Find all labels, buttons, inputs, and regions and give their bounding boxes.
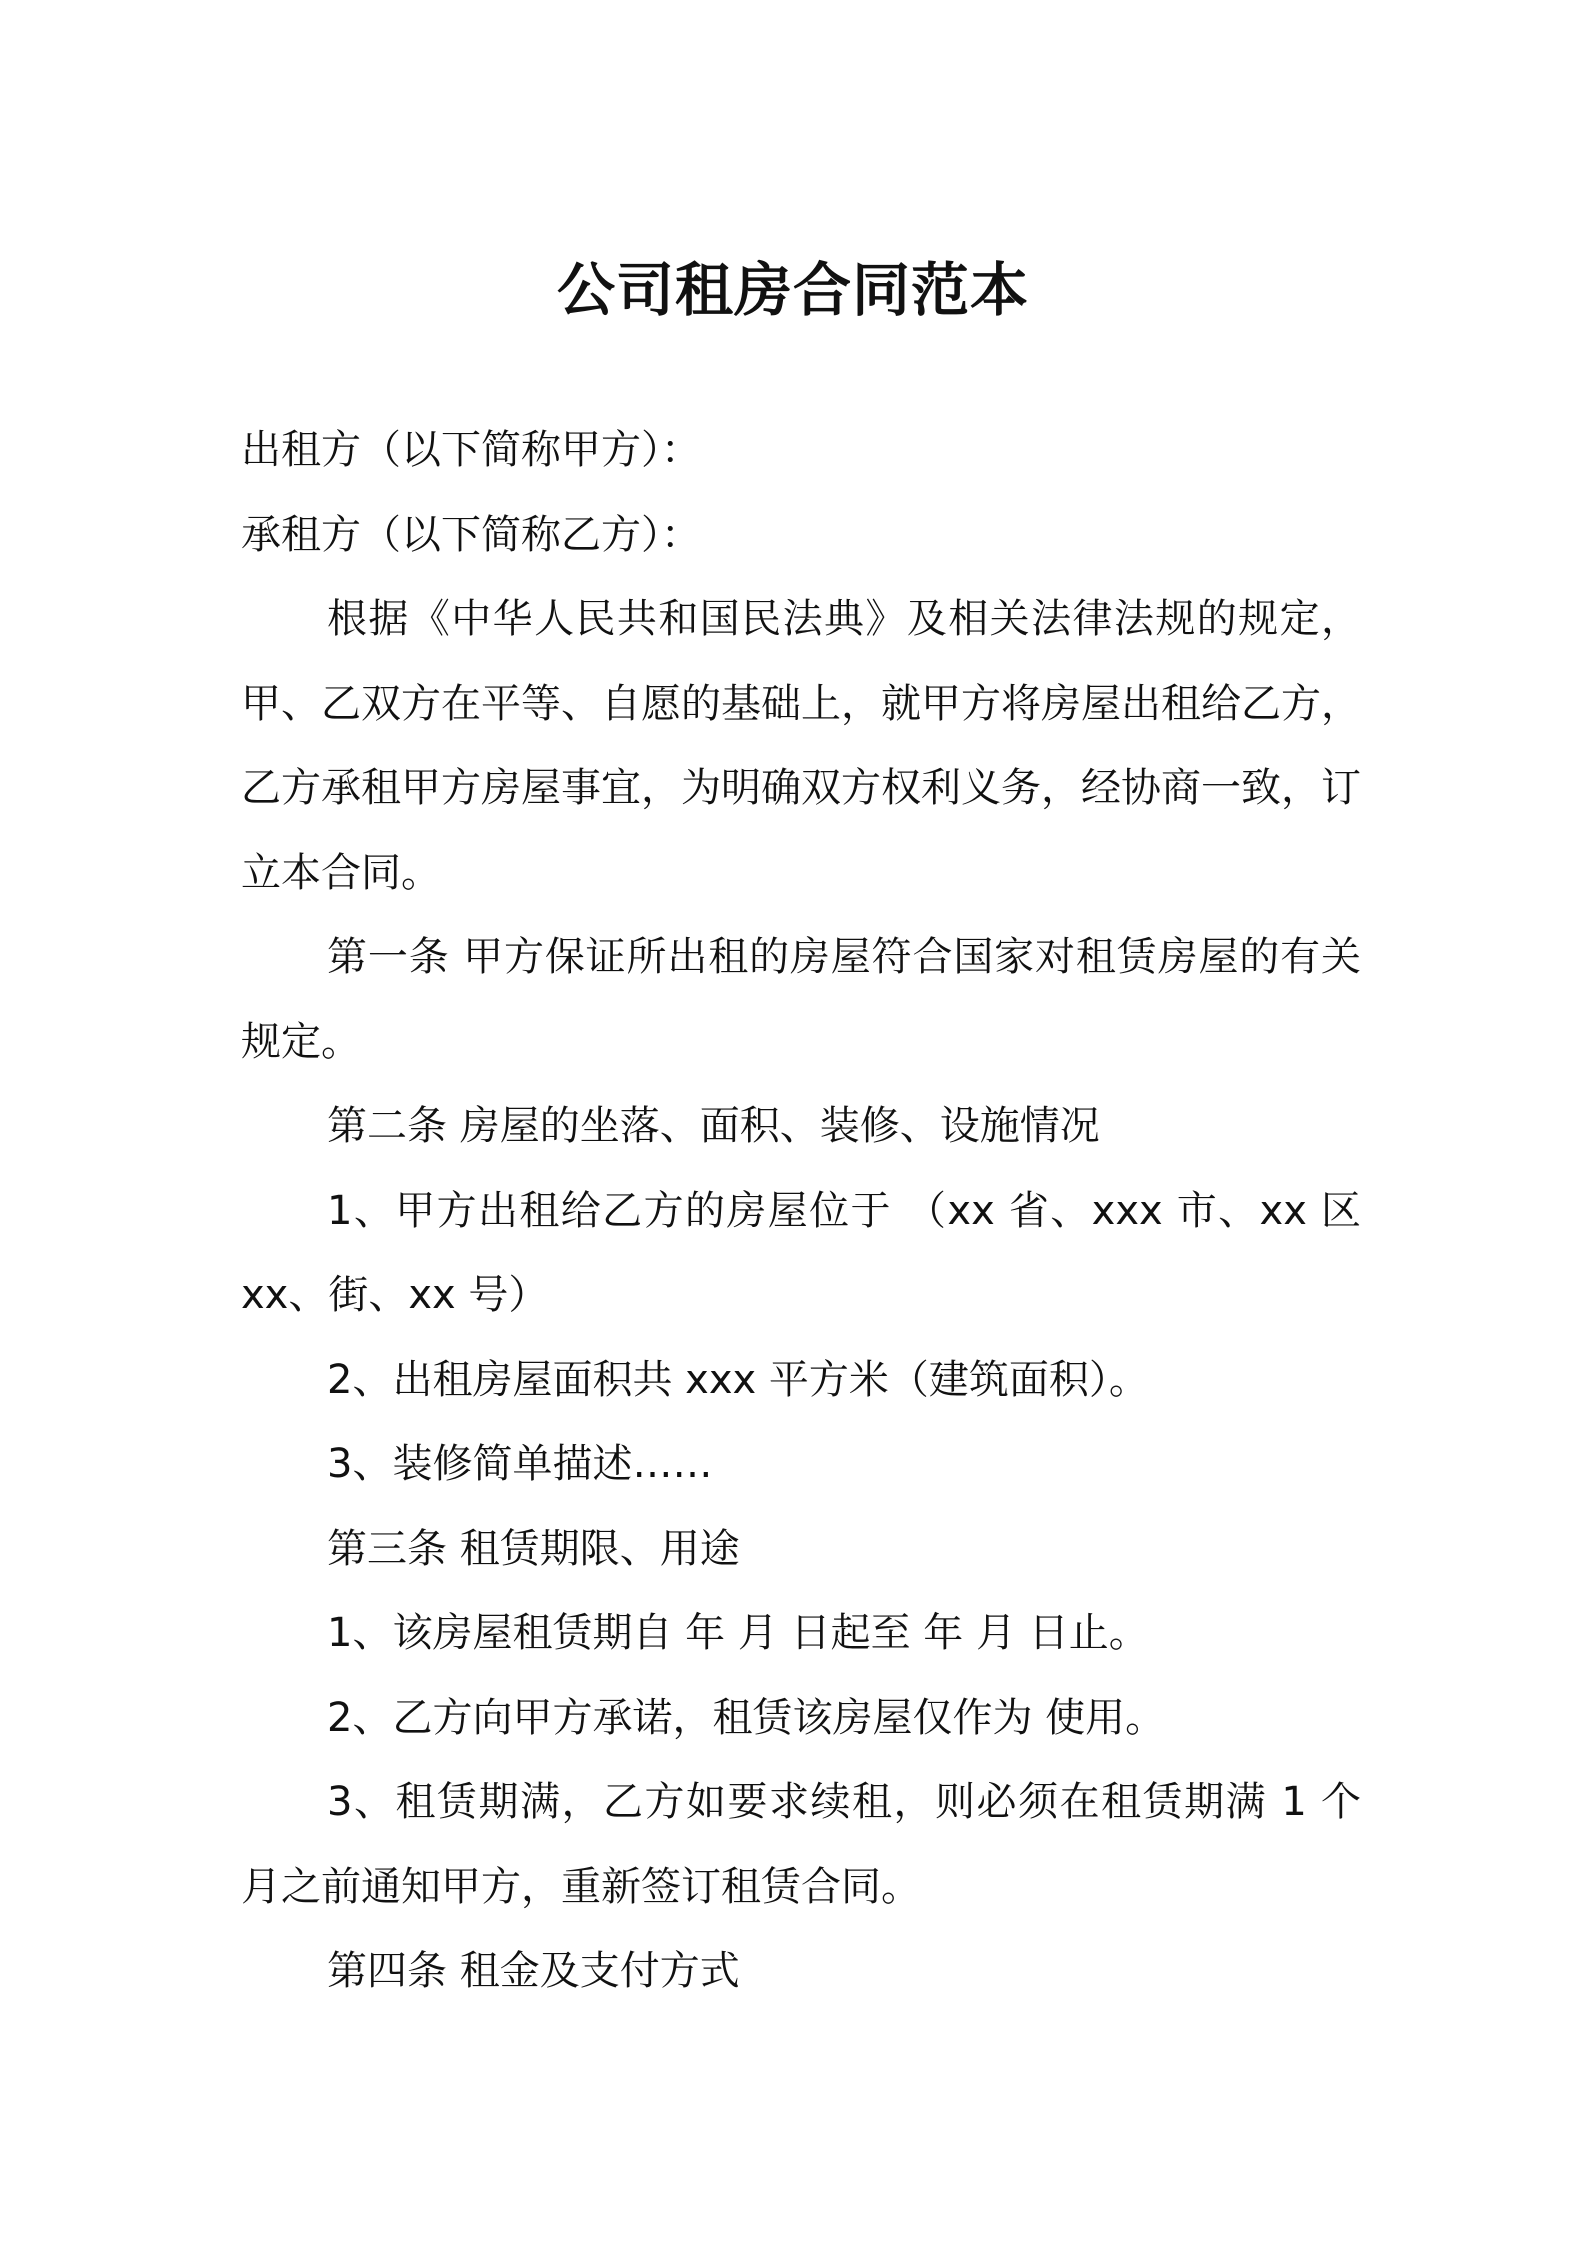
article-2-item-3: 3、装修简单描述…… bbox=[327, 1441, 713, 1487]
article-2-heading: 第二条 房屋的坐落、面积、装修、设施情况 bbox=[327, 1103, 1100, 1149]
article-3-heading: 第三条 租赁期限、用途 bbox=[327, 1525, 740, 1572]
article-2-item-1: 1、甲方出租给乙方的房屋位于 （xx 省、xxx 市、xx 区 xx、街、xx 号） bbox=[241, 1187, 1361, 1318]
lessee-line: 承租方（以下简称乙方）： bbox=[241, 511, 701, 558]
article-4-heading: 第四条 租金及支付方式 bbox=[327, 1948, 740, 1994]
article-3-item-3: 3、租赁期满，乙方如要求续租，则必须在租赁期满 1 个月之前通知甲方，重新签订租赁合同。 bbox=[241, 1779, 1361, 1910]
article-3-item-1: 1、该房屋租赁期自 年 月 日起至 年 月 日止。 bbox=[327, 1610, 1149, 1656]
article-3-item-2: 2、乙方向甲方承诺，租赁该房屋仅作为 使用。 bbox=[327, 1694, 1166, 1741]
document-title: 公司租房合同范本 bbox=[556, 256, 1029, 324]
article-2-item-2: 2、出租房屋面积共 xxx 平方米（建筑面积）。 bbox=[327, 1356, 1149, 1403]
article-1: 第一条 甲方保证所出租的房屋符合国家对租赁房屋的有关规定。 bbox=[241, 934, 1361, 1065]
document-body bbox=[241, 408, 1361, 2014]
preamble-paragraph: 根据《中华人民共和国民法典》及相关法律法规的规定，甲、乙双方在平等、自愿的基础上，就甲方将房屋出租给乙方，乙方承租甲方房屋事宜，为明确双方权利义务，经协商一致，订立本合同。 bbox=[241, 596, 1361, 896]
lessor-line: 出租方（以下简称甲方）： bbox=[241, 427, 701, 473]
